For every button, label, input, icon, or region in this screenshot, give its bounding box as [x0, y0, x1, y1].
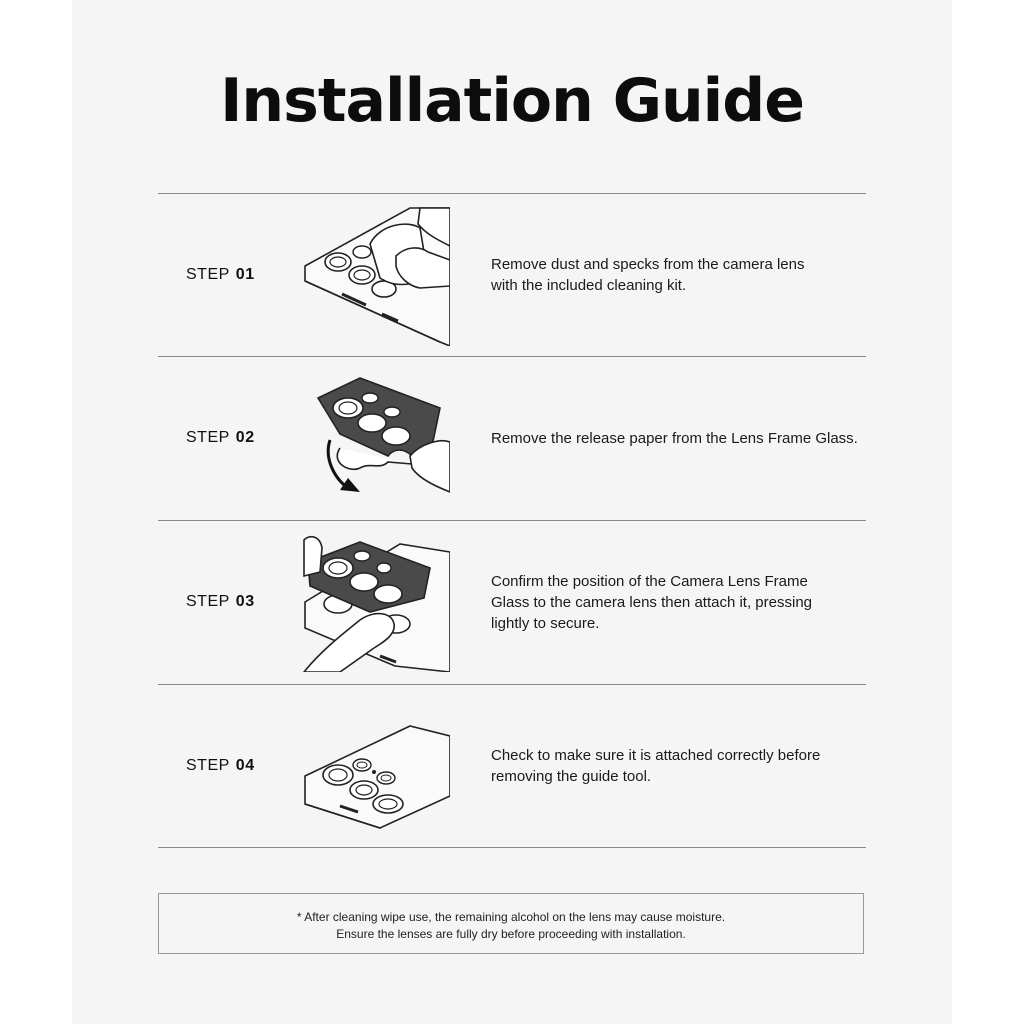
step-word: STEP: [186, 266, 230, 283]
release-paper-illustration-icon: [300, 368, 450, 508]
description-line: Confirm the position of the Camera Lens Frame: [491, 573, 808, 590]
divider: [158, 520, 866, 521]
step-04-label: [186, 757, 255, 775]
step-number: 01: [235, 266, 255, 283]
step-01-description: [491, 254, 871, 296]
moisture-note-box: [158, 893, 864, 954]
description-line: Check to make sure it is attached correctly before: [491, 747, 821, 764]
step-02-description: [491, 428, 871, 449]
step-number: 02: [235, 429, 255, 446]
divider: [158, 193, 866, 194]
note-line: Ensure the lenses are fully dry before proceeding with installation.: [336, 927, 686, 941]
step-03-description: [491, 571, 871, 634]
step-number: 04: [235, 757, 255, 774]
lens-cleaning-illustration-icon: [300, 206, 450, 346]
divider: [158, 847, 866, 848]
description-line: Remove the release paper from the Lens Frame Glass.: [491, 430, 858, 447]
guide-panel: [72, 0, 952, 1024]
step-word: STEP: [186, 757, 230, 774]
note-line: * After cleaning wipe use, the remaining alcohol on the lens may cause moisture.: [296, 910, 726, 924]
description-line: Glass to the camera lens then attach it, pressing: [491, 594, 812, 611]
step-word: STEP: [186, 429, 230, 446]
step-01-label: [186, 266, 255, 284]
step-03-label: [186, 593, 255, 611]
step-word: STEP: [186, 593, 230, 610]
step-number: 03: [235, 593, 255, 610]
divider: [158, 356, 866, 357]
divider: [158, 684, 866, 685]
description-line: removing the guide tool.: [491, 768, 652, 785]
step-02-label: [186, 429, 255, 447]
step-04-description: [491, 745, 871, 787]
description-line: with the included cleaning kit.: [491, 277, 687, 294]
check-attachment-illustration-icon: [300, 696, 450, 836]
attach-lens-frame-illustration-icon: [300, 532, 450, 672]
description-line: lightly to secure.: [491, 615, 600, 632]
page-title: Installation Guide: [220, 66, 804, 136]
description-line: Remove dust and specks from the camera lens: [491, 256, 805, 273]
